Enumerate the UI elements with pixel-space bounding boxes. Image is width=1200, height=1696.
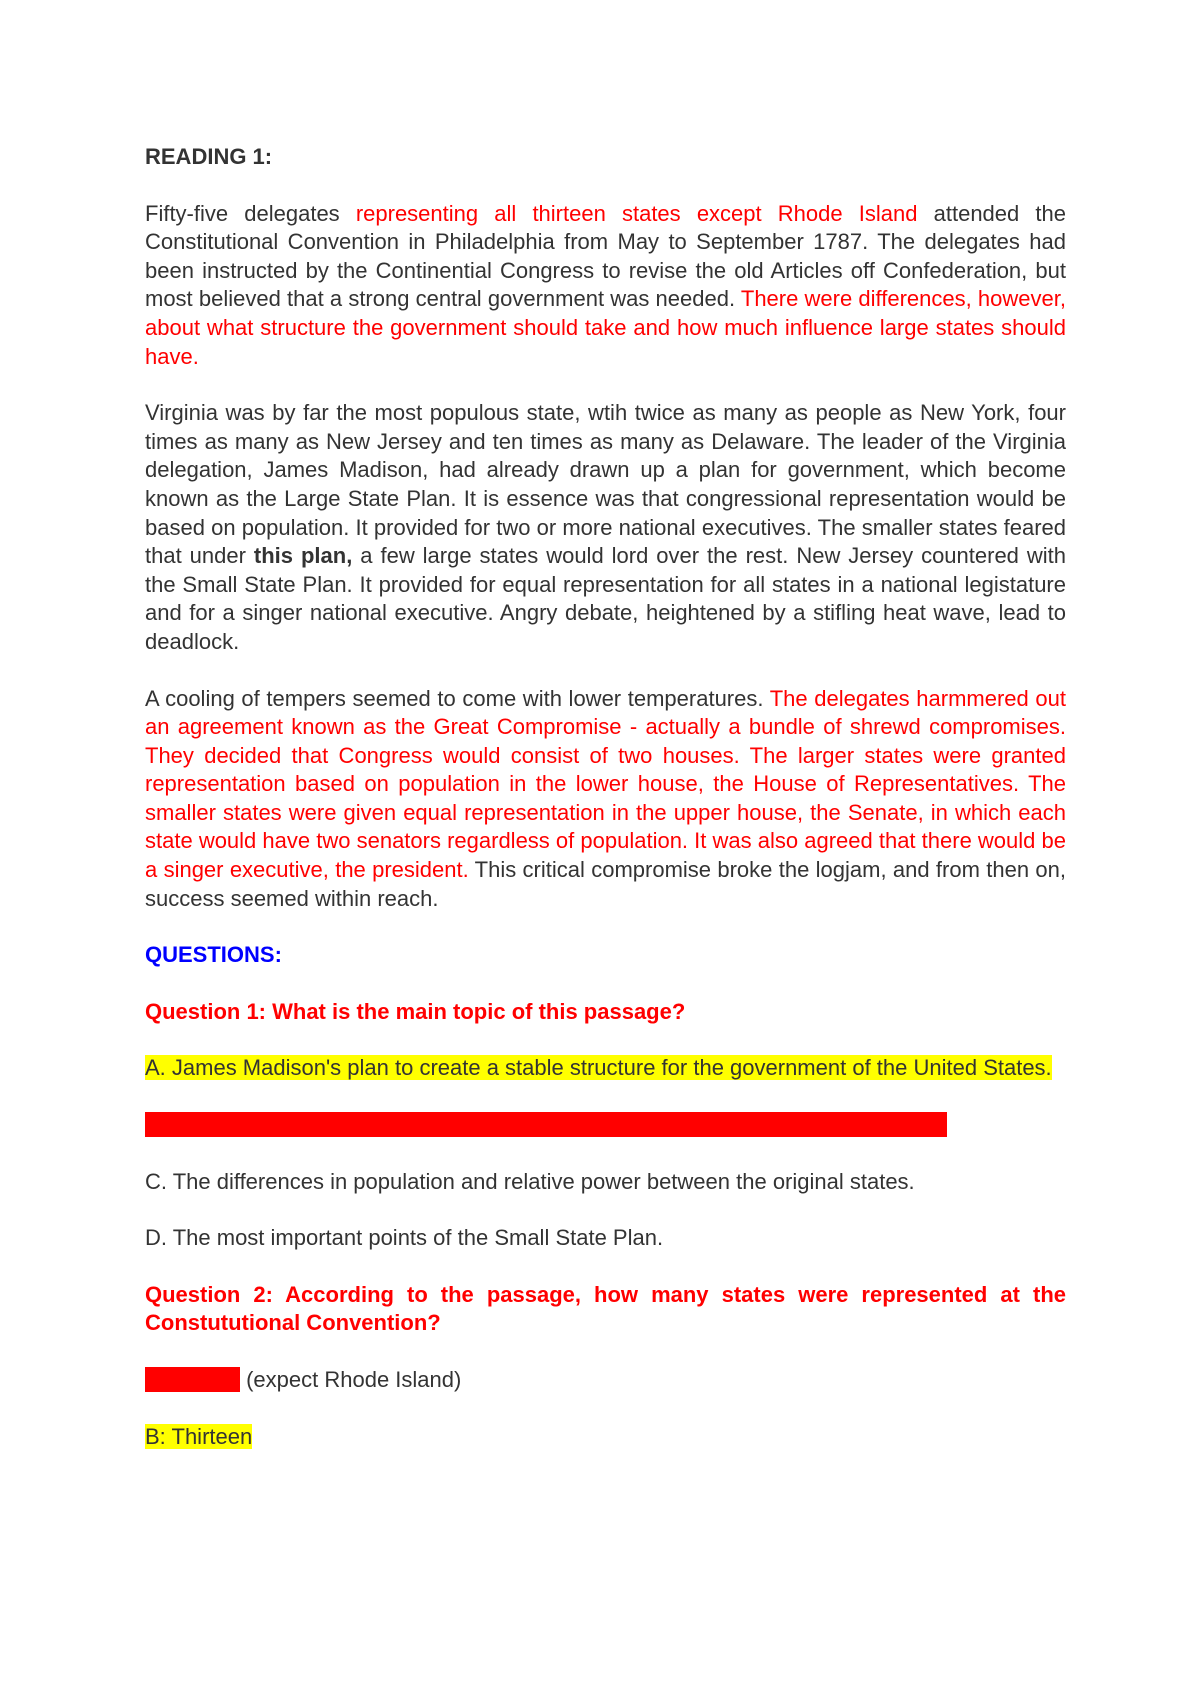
q1-option-a: A. James Madison's plan to create a stable structure for the government of the United States. <box>145 1055 1052 1081</box>
bold-phrase: this plan, <box>253 543 353 569</box>
q1-option-d: D. The most important points of the Small State Plan. <box>145 1225 664 1251</box>
q2-option-b: B: Thirteen <box>145 1423 253 1449</box>
paragraph-3: A cooling of tempers seemed to come with lower temperatures. The delegates harmmered out an agreement known as the Great Compromise - actually a bundle of shrewd compromises. They decided that Congress would consist of two houses. The larger states were granted representation based on population in the lower house, the House of Representatives. The smaller states were given equal representation in the upper house, the Senate, in which each state would have two senators regardless of population. It was also agreed that there would be a singer executive, the president. This critical compromise broke the logjam, and from then on, success seemed within reach. <box>145 685 1066 911</box>
q1-option-c: C. The differences in population and relative power between the original states. <box>145 1168 915 1194</box>
highlighted-passage: The delegates harmmered out an agreement known as the Great Compromise - actually a bundle of shrewd compromises. They decided that Congress would consist of two houses. The larger states were granted representation based on population in the lower house, the House of Representatives. The smaller states were given equal representation in the upper house, the Senate, in which each state would have two senators regardless of population. It was also agreed that there would be a singer executive, the president. <box>145 685 1066 883</box>
question-2: Question 2: According to the passage, how many states were represented at the Constututional Convention? <box>145 1281 1066 1336</box>
paragraph-1: Fifty-five delegates representing all thirteen states except Rhode Island attended the Constitutional Convention in Philadelphia from May to September 1787. The delegates had been instructed by the Continential Congress to revise the old Articles off Confederation, but most believed that a strong central government was needed. There were differences, however, about what structure the government should take and how much influence large states should have. <box>145 200 1066 369</box>
highlighted-sentence: There were differences, however, about what structure the government should take and how much influence large states should have. <box>145 286 1066 369</box>
question-1: Question 1: What is the main topic of this passage? <box>145 998 686 1024</box>
highlighted-phrase: representing all thirteen states except Rhode Island <box>355 200 918 226</box>
reading-title: READING 1: <box>145 144 273 169</box>
questions-title: QUESTIONS: <box>145 942 282 968</box>
paragraph-2: Virginia was by far the most populous state, wtih twice as many as people as New York, four times as many as New Jersey and ten times as many as Delaware. The leader of the Virginia delegation, James Madison, had already drawn up a plan for government, which become known as the Large State Plan. It is essence was that congressional representation would be based on population. It provided for two or more national executives. The smaller states feared that under this plan, a few large states would lord over the rest. New Jersey countered with the Small State Plan. It provided for equal representation for all states in a national legistature and for a singer national executive. Angry debate, heightened by a stifling heat wave, lead to deadlock. <box>145 400 1067 654</box>
q1-option-b: B. A disagreement at the Constititional Convention and a subsequent compromise. <box>145 1112 948 1138</box>
q2-option-a: A: Twelve (expect Rhode Island) <box>145 1367 462 1392</box>
